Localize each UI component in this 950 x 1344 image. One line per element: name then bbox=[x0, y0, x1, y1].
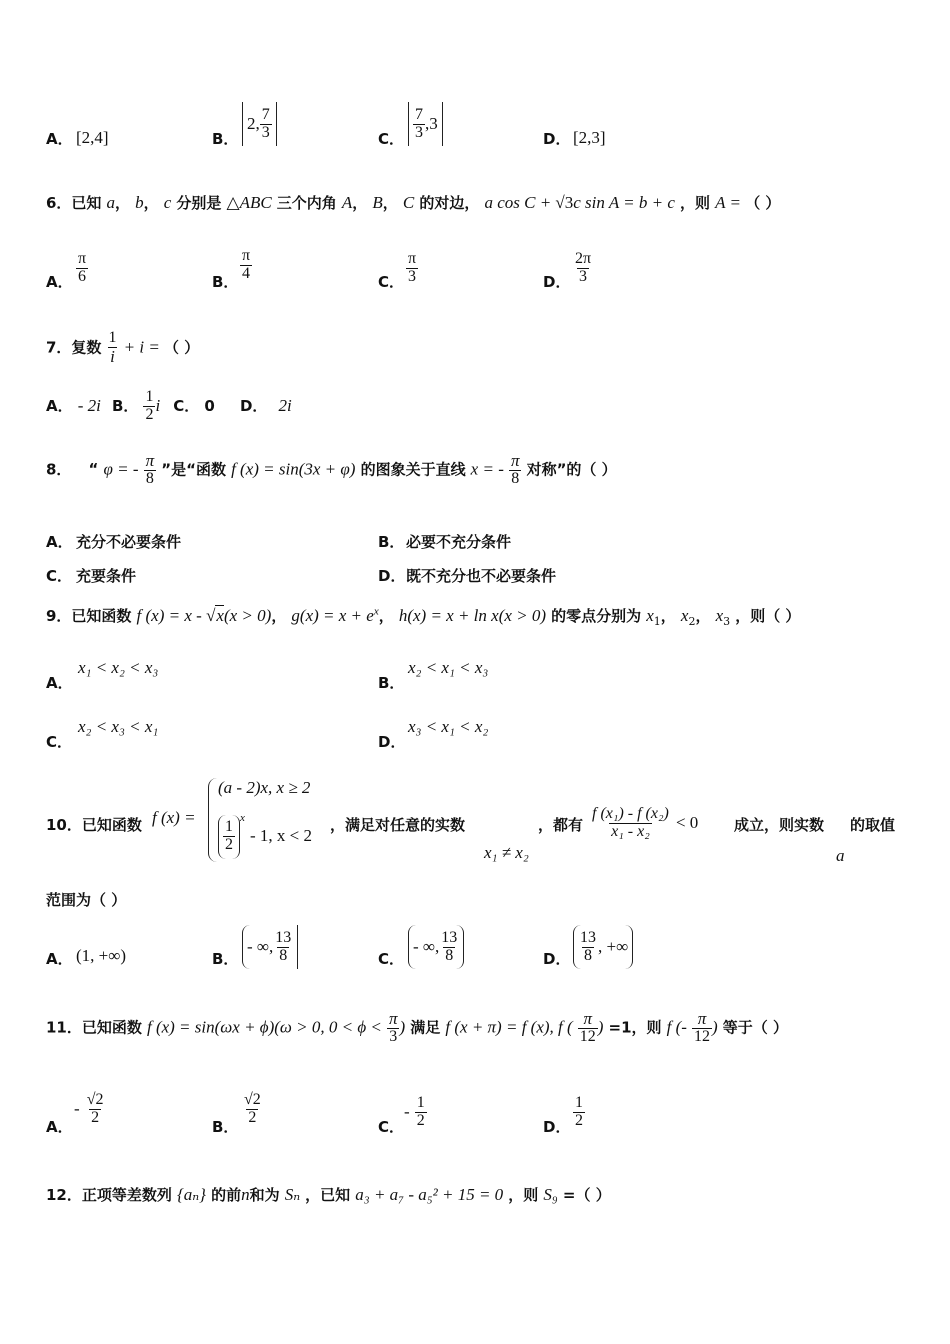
option-label: C． bbox=[378, 130, 405, 148]
option-label: B． bbox=[378, 533, 405, 551]
option-value: $\frac{13}{8}$ , +∞ bbox=[573, 925, 633, 969]
option-value: $\frac{1}{2}$ bbox=[575, 1094, 583, 1129]
condition: x₁ ≠ x₂ bbox=[484, 843, 529, 862]
option-label: B． bbox=[212, 1118, 239, 1136]
option-label: B． bbox=[212, 950, 239, 968]
option-label: A． bbox=[46, 950, 73, 968]
option-value: - ∞, $\frac{13}{8}$ bbox=[242, 925, 298, 969]
option-label: C． bbox=[378, 1118, 405, 1136]
option-value: $\frac{\pi}{3}$ bbox=[408, 250, 417, 285]
option-value: [2,3] bbox=[573, 128, 606, 147]
case-2: $\frac{1}{2}$ $^x$ - 1, x < 2 bbox=[218, 812, 312, 859]
option-label: C． bbox=[378, 273, 405, 291]
question-11: 11．已知函数 f (x) = sin(ωx + ϕ)(ω > 0, 0 < ϕ < $\frac{\pi}{3}$ ) 满足 f (x + π) = f (x), f ( $\frac{\pi}{12}$ ) =1，则 f (- $\frac{\pi}{12}$ ) 等于（ ） bbox=[46, 1009, 789, 1045]
option-value: $\frac{\pi}{4}$ bbox=[242, 247, 251, 282]
option-value: $\frac{√2}{2}$ bbox=[244, 1091, 261, 1126]
option-value: x₂ < x₃ < x₁ bbox=[78, 717, 159, 736]
question-9: 9．已知函数 f (x) = x - √x(x > 0)， $g(x) = x + e^x$， h(x) = x + ln x(x > 0) 的零点分别为 $x_1$， $x_2$， $x_3$ ，则（ ） bbox=[46, 605, 801, 629]
option-value: 充要条件 bbox=[76, 567, 137, 585]
q7-options: A． - 2i B． $\frac{1}{2}$ i C． 0 D． 2i bbox=[46, 388, 292, 423]
option-value: 既不充分也不必要条件 bbox=[406, 567, 557, 585]
question-7: 7．复数 $\frac{1}{i}$ + i = （ ） bbox=[46, 329, 200, 366]
option-value: (1, +∞) bbox=[76, 946, 127, 965]
option-label: D． bbox=[543, 950, 571, 968]
option-label: D． bbox=[378, 567, 406, 585]
option-value: x₁ < x₂ < x₃ bbox=[78, 658, 159, 677]
question-text: 成立，则实数 bbox=[734, 816, 825, 834]
option-label: C． bbox=[46, 733, 73, 751]
option-label: A． bbox=[46, 273, 73, 291]
question-text: ，都有 bbox=[538, 816, 584, 834]
option-label: A． bbox=[46, 533, 73, 551]
option-value: - $\frac{√2}{2}$ bbox=[74, 1091, 104, 1126]
option-value: 充分不必要条件 bbox=[76, 533, 182, 551]
option-value: - $\frac{1}{2}$ bbox=[404, 1094, 425, 1129]
question-text: 范围为（ ） bbox=[46, 891, 127, 909]
option-label: D． bbox=[543, 1118, 571, 1136]
option-label: A． bbox=[46, 1118, 73, 1136]
question-text: 的取值 bbox=[850, 816, 896, 834]
option-value: $\frac{2\pi}{3}$ bbox=[575, 250, 592, 285]
question-text: ，满足对任意的实数 bbox=[330, 816, 466, 834]
option-value: 必要不充分条件 bbox=[406, 533, 512, 551]
option-label: C． bbox=[378, 950, 405, 968]
variable-a: a bbox=[836, 846, 845, 865]
option-value: $\frac{\pi}{6}$ bbox=[78, 250, 87, 285]
question-6: 6．已知 a， b， c 分别是 △ABC 三个内角 A， B， C 的对边， a cos C + √3c sin A = b + c ，则 A = （ ） bbox=[46, 193, 781, 212]
option-label: A． bbox=[46, 130, 73, 148]
option-label: A． bbox=[46, 674, 73, 692]
option-value: x₃ < x₁ < x₂ bbox=[408, 717, 489, 736]
question-8: 8． “ φ = - $\frac{\pi}{8}$ ”是“函数 f (x) = sin(3x + φ) 的图象关于直线 x = - $\frac{\pi}{8}$ 对称”的（ ） bbox=[46, 451, 617, 487]
option-value: $\frac{7}{3}$ ,3 bbox=[408, 102, 443, 146]
option-label: D． bbox=[543, 273, 571, 291]
option-value: [2,4] bbox=[76, 128, 109, 147]
piecewise-brace bbox=[208, 778, 217, 862]
option-label: B． bbox=[212, 130, 239, 148]
question-text: 10．已知函数 bbox=[46, 816, 142, 834]
option-label: C． bbox=[46, 567, 73, 585]
option-value: 2, $\frac{7}{3}$ bbox=[242, 102, 277, 146]
case-1: (a - 2)x, x ≥ 2 bbox=[218, 778, 311, 797]
option-label: B． bbox=[212, 273, 239, 291]
inequality: $\frac{\text{f (x₁) - f (x₂)}}{\text{x₁ - x₂}}$ < 0 bbox=[592, 805, 699, 840]
option-label: D． bbox=[378, 733, 406, 751]
option-value: x₂ < x₁ < x₃ bbox=[408, 658, 489, 677]
option-label: D． bbox=[543, 130, 571, 148]
option-label: B． bbox=[378, 674, 405, 692]
option-value: - ∞, $\frac{13}{8}$ bbox=[408, 925, 464, 969]
question-12: 12．正项等差数列 {aₙ} 的前n和为 Sₙ ，已知 a₃ + a₇ - a₅² + 15 = 0 ，则 S₉ =（ ） bbox=[46, 1185, 611, 1204]
function-name: f (x) = bbox=[152, 808, 196, 827]
